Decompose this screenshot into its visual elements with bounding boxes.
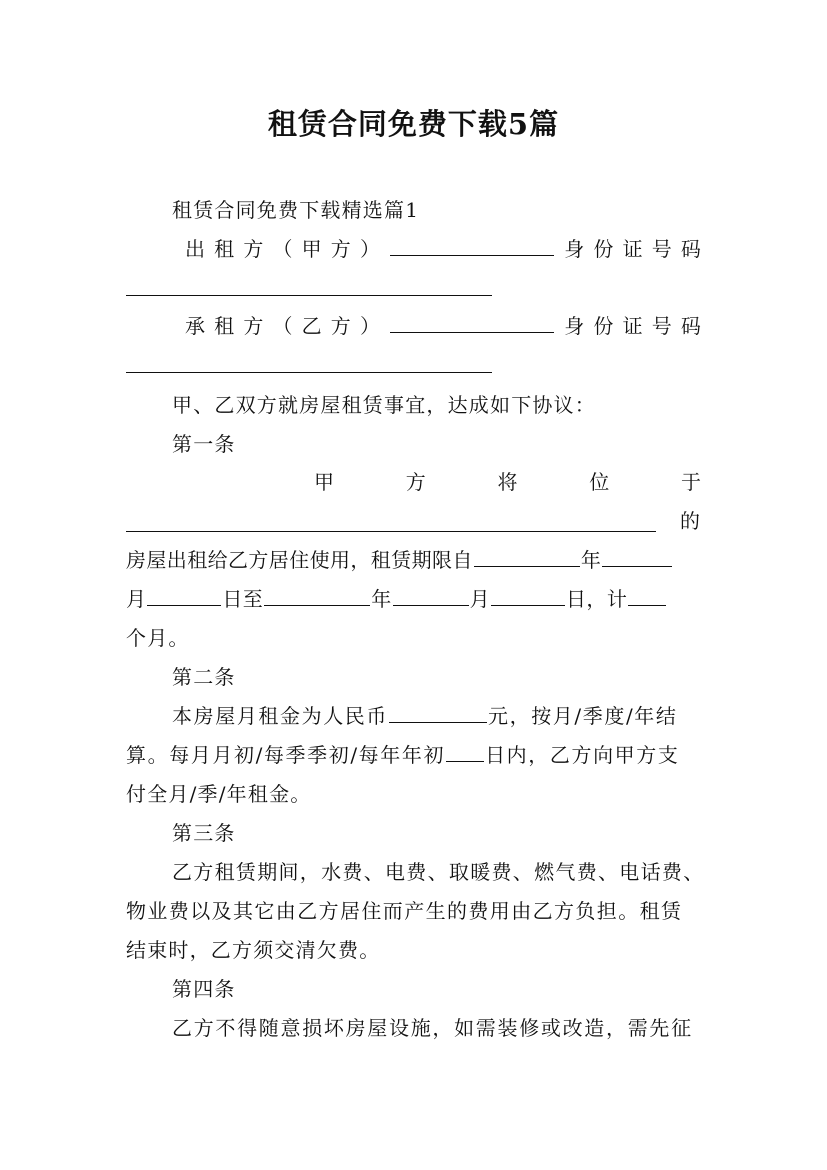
lessee-char: （ <box>272 314 293 338</box>
lessee-id-char: 证 <box>622 314 643 338</box>
intro-paragraph: 甲、乙双方就房屋租赁事宜，达成如下协议： <box>172 393 596 417</box>
lessor-id-char: 身 <box>564 237 585 261</box>
article1-char: 将 <box>497 470 518 494</box>
lessee-char: ） <box>359 314 380 338</box>
lessor-char: （ <box>272 237 293 261</box>
article3-line3: 结束时，乙方须交清欠费。 <box>126 938 381 962</box>
article1-line1 <box>314 470 701 494</box>
lessor-char: ） <box>359 237 380 261</box>
article1-line2-end: 的 <box>680 509 702 533</box>
lessee-id-char: 份 <box>593 314 614 338</box>
lessor-line <box>185 237 701 261</box>
lessor-id-char: 份 <box>593 237 614 261</box>
article4-line1: 乙方不得随意损坏房屋设施，如需装修或改造，需先征 <box>172 1016 693 1040</box>
article2-line1: 本房屋月租金为人民币 元，按月/季度/年结 <box>172 704 678 728</box>
article4-heading: 第四条 <box>172 977 236 1001</box>
start-day-blank <box>147 587 221 606</box>
lessee-char: 承 <box>185 314 205 338</box>
lessor-char: 出 <box>185 237 205 261</box>
article1-line4: 月 日至 年 月 日，计 <box>126 587 667 611</box>
lessor-name-blank <box>390 237 554 256</box>
rent-amount-blank <box>389 704 487 723</box>
article3-heading: 第三条 <box>172 821 236 845</box>
lessor-id-char: 码 <box>680 237 701 261</box>
article1-char: 甲 <box>314 470 334 494</box>
article2-heading: 第二条 <box>172 665 236 689</box>
article3-line1: 乙方租赁期间，水费、电费、取暖费、燃气费、电话费、 <box>172 860 705 884</box>
lessee-char: 方 <box>243 314 264 338</box>
lessor-id-char: 号 <box>651 237 672 261</box>
lessee-name-blank <box>390 314 554 333</box>
lessor-char: 方 <box>243 237 264 261</box>
end-year-blank <box>264 587 370 606</box>
start-year-blank <box>474 548 580 567</box>
lessor-char: 甲 <box>301 237 322 261</box>
address-blank <box>126 530 656 532</box>
payment-day-blank <box>446 743 484 762</box>
lessee-char: 租 <box>214 314 235 338</box>
start-month-blank <box>602 548 672 567</box>
article3-line2: 物业费以及其它由乙方居住而产生的费用由乙方负担。租赁 <box>126 899 683 923</box>
lessor-id-blank <box>126 294 492 296</box>
end-day-blank <box>491 587 565 606</box>
lessee-line <box>185 314 701 338</box>
lessee-char: 方 <box>330 314 351 338</box>
lessee-id-char: 身 <box>564 314 585 338</box>
article1-heading: 第一条 <box>172 432 236 456</box>
article2-line2: 算。每月月初/每季季初/每年年初 日内，乙方向甲方支 <box>126 743 680 767</box>
article1-char: 位 <box>589 470 610 494</box>
lessor-char: 租 <box>214 237 235 261</box>
article1-line5: 个月。 <box>126 626 190 650</box>
document-title: 租赁合同免费下载5篇 <box>267 107 560 141</box>
lessee-char: 乙 <box>301 314 322 338</box>
lessee-id-char: 号 <box>651 314 672 338</box>
lessee-id-char: 码 <box>680 314 701 338</box>
article2-line3: 付全月/季/年租金。 <box>126 782 312 806</box>
article1-char: 方 <box>405 470 426 494</box>
article1-char: 于 <box>681 470 701 494</box>
lessee-id-blank <box>126 371 492 373</box>
article1-line3: 房屋出租给乙方居住使用，租赁期限自 年 <box>126 548 673 572</box>
end-month-blank <box>393 587 469 606</box>
total-months-blank <box>628 587 666 606</box>
section-heading: 租赁合同免费下载精选篇1 <box>172 198 420 222</box>
lessor-char: 方 <box>330 237 351 261</box>
lessor-id-char: 证 <box>622 237 643 261</box>
